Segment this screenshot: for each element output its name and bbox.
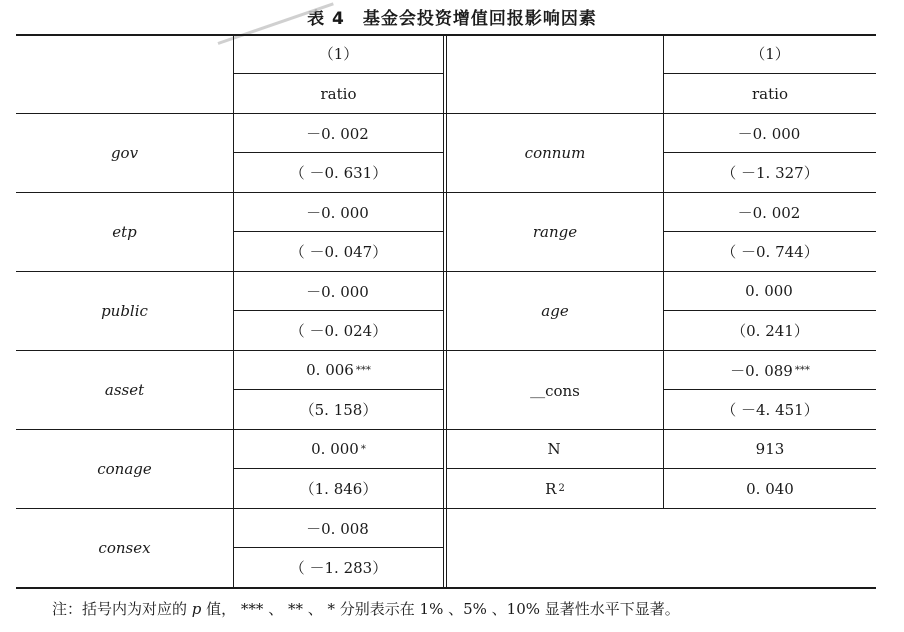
var-public: public xyxy=(101,302,148,320)
table-note: 注：括号内为对应的 p 值， *** 、 ** 、 * 分别表示在 1% 、5% 、10% 显著性水平下显著。 xyxy=(52,600,680,618)
var-gov: gov xyxy=(110,144,139,162)
t-conage: （1. 846） xyxy=(299,480,378,498)
coef-cons: －0. 089 *** xyxy=(730,361,810,380)
t-range: （ －0. 744） xyxy=(721,243,819,261)
var-conage: conage xyxy=(97,460,152,478)
t-etp: （ －0. 047） xyxy=(289,243,388,261)
coef-gov: －0. 002 xyxy=(306,124,369,143)
t-connum: （ －1. 327） xyxy=(721,164,819,182)
t-cons: （ －4. 451） xyxy=(721,401,819,419)
stat-r2-label: R 2 xyxy=(545,479,565,498)
coef-consex: －0. 008 xyxy=(306,519,369,538)
stat-n-value: 913 xyxy=(755,440,785,458)
header-dep-left: ratio xyxy=(320,84,357,103)
table-title xyxy=(0,4,904,29)
t-age: （0. 241） xyxy=(731,322,809,340)
coef-asset: 0. 006 *** xyxy=(306,361,371,379)
table-caption: 基金会投资增值回报影响因素 xyxy=(362,9,597,29)
var-asset: asset xyxy=(104,381,145,399)
coef-public: －0. 000 xyxy=(306,282,369,301)
var-cons: ＿cons xyxy=(530,381,580,400)
var-etp: etp xyxy=(112,223,137,241)
t-gov: （ －0. 631） xyxy=(289,164,388,182)
coef-range: －0. 002 xyxy=(737,203,801,222)
var-consex: consex xyxy=(98,539,151,557)
stat-r2-value: 0. 040 xyxy=(746,479,794,498)
var-range: range xyxy=(532,223,578,241)
var-connum: connum xyxy=(524,144,586,162)
header-model-left: （1） xyxy=(318,45,359,63)
regression-table xyxy=(16,34,876,590)
coef-connum: －0. 000 xyxy=(737,124,801,143)
t-asset: （5. 158） xyxy=(299,401,378,419)
stat-n-label: N xyxy=(547,440,561,458)
t-consex: （ －1. 283） xyxy=(289,559,388,577)
header-model-right: （1） xyxy=(750,45,790,63)
coef-age: 0. 000 xyxy=(745,282,793,300)
t-public: （ －0. 024） xyxy=(289,322,388,340)
var-age: age xyxy=(541,302,569,320)
coef-conage: 0. 000 * xyxy=(311,440,366,458)
header-dep-right: ratio xyxy=(752,84,788,103)
coef-etp: －0. 000 xyxy=(306,203,369,222)
table-number: 表 4 xyxy=(307,9,345,29)
